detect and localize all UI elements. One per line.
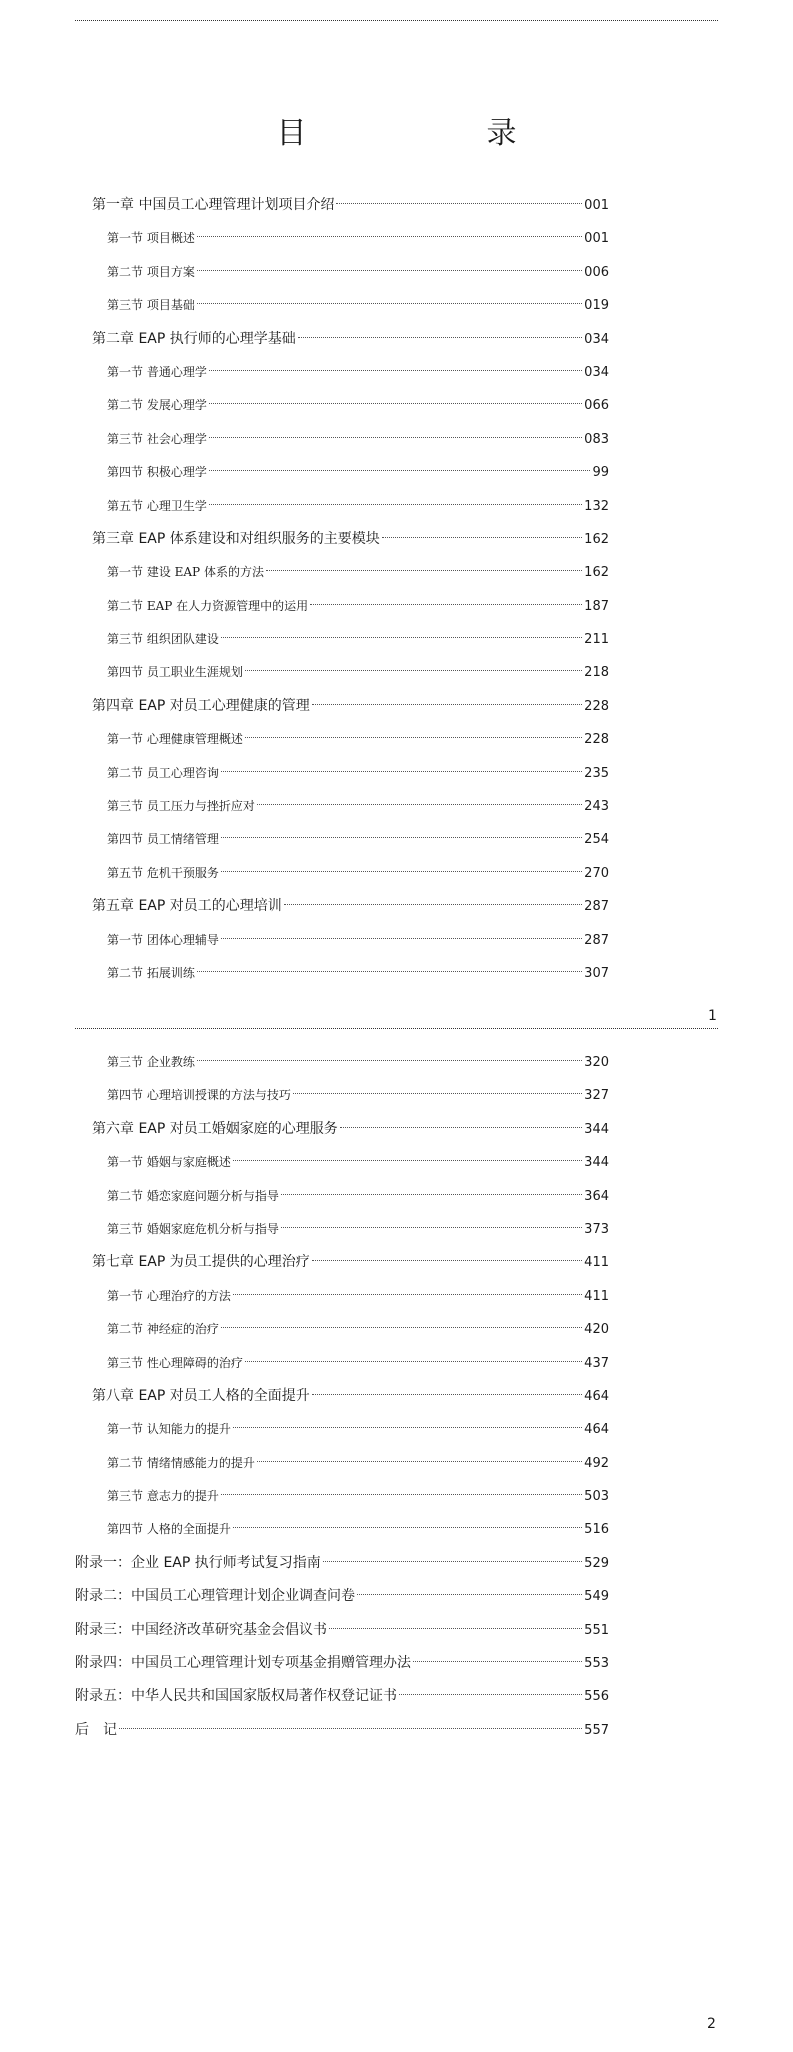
- dot-leader: [323, 1561, 582, 1562]
- toc-entry-label: 第四章 EAP 对员工心理健康的管理: [92, 697, 310, 714]
- dot-leader: [340, 1127, 582, 1128]
- toc-entry-appendix[interactable]: [0, 1614, 793, 1647]
- toc-entry-page: 464: [584, 1422, 609, 1438]
- toc-entry-label: 第四节 心理培训授课的方法与技巧: [107, 1088, 291, 1103]
- page-break-dotted-rule: [75, 1028, 718, 1029]
- toc-entry-page: 270: [584, 865, 609, 881]
- dot-leader: [312, 1394, 582, 1395]
- toc-entry-page: 243: [584, 799, 609, 815]
- toc-list-page-one: [0, 189, 793, 990]
- toc-entry-page: 327: [584, 1088, 609, 1104]
- toc-entry-label: 附录三：中国经济改革研究基金会倡议书: [75, 1621, 327, 1638]
- toc-entry-page: 034: [584, 364, 609, 380]
- toc-entry-label: 附录二：中国员工心理管理计划企业调查问卷: [75, 1588, 355, 1605]
- toc-entry-label: 第三节 企业教练: [107, 1055, 195, 1069]
- dot-leader: [221, 1327, 582, 1328]
- dot-leader: [209, 437, 582, 438]
- toc-entry-section[interactable]: [0, 1480, 793, 1513]
- dot-leader: [298, 337, 582, 338]
- toc-entry-label: 第三节 意志力的提升: [107, 1489, 219, 1504]
- toc-entry-section[interactable]: [0, 1213, 793, 1246]
- toc-entry-label: 附录四：中国员工心理管理计划专项基金捐赠管理办法: [75, 1655, 411, 1672]
- toc-entry-page: 228: [584, 732, 609, 748]
- toc-entry-label: 第四节 人格的全面提升: [107, 1522, 231, 1537]
- toc-entry-section[interactable]: [0, 1413, 793, 1446]
- toc-entry-label: 第二节 项目方案: [107, 264, 195, 279]
- toc-entry-chapter[interactable]: [0, 1380, 793, 1413]
- toc-entry-page: 034: [584, 331, 609, 347]
- dot-leader: [221, 837, 582, 838]
- toc-entry-label: 第一节 建设 EAP 体系的方法: [107, 565, 264, 580]
- toc-entry-page: 492: [584, 1455, 609, 1471]
- toc-entry-chapter[interactable]: [0, 523, 793, 556]
- toc-entry-section[interactable]: [0, 1079, 793, 1112]
- toc-entry-label: 第二节 员工心理咨询: [107, 765, 219, 780]
- toc-entry-page: 001: [584, 231, 609, 247]
- toc-entry-page: 211: [584, 632, 609, 648]
- dot-leader: [209, 504, 582, 505]
- dot-leader: [233, 1427, 582, 1428]
- toc-entry-section[interactable]: [0, 857, 793, 890]
- toc-entry-section[interactable]: [0, 924, 793, 957]
- toc-entry-section[interactable]: [0, 790, 793, 823]
- toc-entry-section[interactable]: [0, 723, 793, 756]
- toc-entry-section[interactable]: [0, 356, 793, 389]
- dot-leader: [413, 1661, 582, 1662]
- toc-entry-label: 第二节 发展心理学: [107, 398, 207, 413]
- toc-entry-label: 第二节 拓展训练: [107, 965, 195, 980]
- toc-entry-page: 066: [584, 398, 609, 414]
- toc-entry-label: 第三节 项目基础: [107, 298, 195, 313]
- dot-leader: [221, 871, 582, 872]
- toc-entry-section[interactable]: [0, 957, 793, 990]
- toc-entry-page: 187: [584, 598, 609, 614]
- toc-entry-chapter[interactable]: [0, 323, 793, 356]
- dot-leader: [329, 1628, 582, 1629]
- toc-entry-section[interactable]: [0, 656, 793, 689]
- toc-entry-label: 附录五：中华人民共和国国家版权局著作权登记证书: [75, 1688, 397, 1705]
- toc-entry-section[interactable]: [0, 222, 793, 255]
- toc-entry-section[interactable]: [0, 757, 793, 790]
- toc-entry-label: 第三节 社会心理学: [107, 431, 207, 446]
- toc-entry-label: 第一节 婚姻与家庭概述: [107, 1155, 231, 1170]
- toc-entry-page: 344: [584, 1121, 609, 1137]
- toc-entry-label: 第三节 性心理障碍的治疗: [107, 1355, 243, 1370]
- toc-entry-label: 第一节 认知能力的提升: [107, 1422, 231, 1437]
- toc-entry-page: 287: [584, 899, 609, 915]
- toc-entry-label: 第一节 团体心理辅导: [107, 932, 219, 947]
- toc-entry-page: 218: [584, 665, 609, 681]
- toc-entry-appendix[interactable]: [0, 1580, 793, 1613]
- toc-entry-section[interactable]: [0, 256, 793, 289]
- toc-entry-page: 320: [584, 1055, 609, 1070]
- toc-entry-label: 后 记: [75, 1721, 117, 1738]
- toc-entry-label: 第五节 危机干预服务: [107, 865, 219, 880]
- toc-entry-page: 162: [584, 565, 609, 581]
- dot-leader: [382, 537, 582, 538]
- toc-entry-section[interactable]: [0, 1146, 793, 1179]
- toc-entry-section[interactable]: [0, 289, 793, 322]
- toc-entry-section[interactable]: [0, 623, 793, 656]
- page-number-one: 1: [708, 1008, 717, 1024]
- toc-entry-section[interactable]: [0, 1280, 793, 1313]
- dot-leader: [209, 370, 582, 371]
- dot-leader: [221, 938, 582, 939]
- dot-leader: [281, 1227, 582, 1228]
- toc-entry-chapter[interactable]: [0, 890, 793, 923]
- dot-leader: [221, 637, 582, 638]
- toc-entry-page: 083: [584, 431, 609, 447]
- toc-entry-page: 373: [584, 1221, 609, 1237]
- toc-entry-page: 006: [584, 264, 609, 280]
- toc-entry-label: 第三节 婚姻家庭危机分析与指导: [107, 1221, 279, 1236]
- dot-leader: [197, 1060, 582, 1061]
- toc-entry-appendix[interactable]: [0, 1714, 793, 1747]
- toc-entry-appendix[interactable]: [0, 1680, 793, 1713]
- toc-entry-label: 第三节 组织团队建设: [107, 632, 219, 647]
- toc-entry-chapter[interactable]: [0, 189, 793, 222]
- toc-entry-section[interactable]: [0, 389, 793, 422]
- toc-entry-page: 99: [592, 465, 609, 481]
- dot-leader: [357, 1594, 582, 1595]
- toc-entry-page: 019: [584, 298, 609, 314]
- toc-entry-page: 437: [584, 1355, 609, 1371]
- toc-entry-label: 第一节 心理治疗的方法: [107, 1288, 231, 1303]
- toc-entry-section[interactable]: [0, 590, 793, 623]
- dot-leader: [197, 303, 582, 304]
- toc-entry-page: 553: [584, 1656, 609, 1672]
- toc-entry-label: 第三节 员工压力与挫折应对: [107, 799, 255, 814]
- toc-entry-page: 464: [584, 1388, 609, 1404]
- toc-entry-section[interactable]: [0, 456, 793, 489]
- toc-entry-label: 第二节 婚恋家庭问题分析与指导: [107, 1188, 279, 1203]
- toc-entry-page: 516: [584, 1522, 609, 1538]
- toc-entry-chapter[interactable]: [0, 690, 793, 723]
- dot-leader: [293, 1093, 582, 1094]
- toc-entry-appendix[interactable]: [0, 1647, 793, 1680]
- toc-entry-label: 第二节 情绪情感能力的提升: [107, 1455, 255, 1470]
- toc-entry-page: 529: [584, 1555, 609, 1571]
- dot-leader: [197, 236, 582, 237]
- toc-entry-page: 556: [584, 1689, 609, 1705]
- dot-leader: [399, 1694, 582, 1695]
- toc-entry-section[interactable]: [0, 1180, 793, 1213]
- toc-entry-label: 第一节 普通心理学: [107, 364, 207, 379]
- dot-leader: [310, 604, 582, 605]
- toc-entry-label: 第四节 员工情绪管理: [107, 832, 219, 847]
- dot-leader: [257, 804, 582, 805]
- toc-entry-label: 第二节 神经症的治疗: [107, 1322, 219, 1337]
- dot-leader: [245, 670, 582, 671]
- dot-leader: [266, 570, 582, 571]
- toc-entry-label: 第八章 EAP 对员工人格的全面提升: [92, 1387, 310, 1404]
- page-number-two: 2: [707, 2016, 716, 2032]
- dot-leader: [221, 1494, 582, 1495]
- toc-entry-page: 364: [584, 1188, 609, 1204]
- dot-leader: [221, 771, 582, 772]
- toc-entry-section[interactable]: [0, 1313, 793, 1346]
- dot-leader: [197, 971, 582, 972]
- dot-leader: [233, 1294, 582, 1295]
- toc-entry-section[interactable]: [0, 423, 793, 456]
- toc-entry-page: 549: [584, 1589, 609, 1605]
- toc-entry-label: 第一章 中国员工心理管理计划项目介绍: [92, 197, 335, 213]
- toc-entry-page: 132: [584, 498, 609, 514]
- toc-entry-page: 287: [584, 932, 609, 948]
- toc-entry-page: 254: [584, 832, 609, 848]
- toc-entry-label: 第三章 EAP 体系建设和对组织服务的主要模块: [92, 530, 380, 547]
- toc-entry-label: 第五章 EAP 对员工的心理培训: [92, 898, 282, 915]
- toc-entry-page: 344: [584, 1155, 609, 1171]
- toc-entry-page: 420: [584, 1322, 609, 1338]
- toc-entry-label: 第四节 积极心理学: [107, 465, 207, 480]
- toc-entry-section[interactable]: [0, 1347, 793, 1380]
- toc-entry-label: 第四节 员工职业生涯规划: [107, 665, 243, 680]
- toc-entry-page: 411: [584, 1288, 609, 1304]
- toc-entry-page: 228: [584, 698, 609, 714]
- toc-entry-page: 307: [584, 965, 609, 981]
- top-dotted-rule: [75, 20, 718, 21]
- toc-entry-appendix[interactable]: [0, 1547, 793, 1580]
- toc-entry-page: 411: [584, 1255, 609, 1271]
- dot-leader: [233, 1160, 582, 1161]
- toc-entry-page: 235: [584, 765, 609, 781]
- dot-leader: [233, 1527, 582, 1528]
- dot-leader: [209, 403, 582, 404]
- page-title: 目 录: [276, 116, 557, 151]
- toc-entry-section[interactable]: [0, 490, 793, 523]
- toc-entry-label: 第五节 心理卫生学: [107, 498, 207, 513]
- toc-list-page-two: [0, 1046, 793, 1747]
- toc-entry-chapter[interactable]: [0, 1113, 793, 1146]
- toc-entry-label: 第二节 EAP 在人力资源管理中的运用: [107, 598, 309, 613]
- dot-leader: [245, 1361, 582, 1362]
- toc-entry-page: 001: [584, 198, 609, 213]
- toc-entry-label: 附录一：企业 EAP 执行师考试复习指南: [75, 1554, 321, 1571]
- toc-entry-label: 第七章 EAP 为员工提供的心理治疗: [92, 1254, 310, 1271]
- toc-entry-chapter[interactable]: [0, 1246, 793, 1279]
- toc-entry-page: 503: [584, 1489, 609, 1505]
- toc-entry-label: 第一节 项目概述: [107, 231, 195, 246]
- dot-leader: [209, 470, 591, 471]
- dot-leader: [119, 1728, 582, 1729]
- toc-entry-page: 551: [584, 1622, 609, 1638]
- dot-leader: [257, 1461, 582, 1462]
- toc-entry-page: 557: [584, 1722, 609, 1738]
- dot-leader: [312, 1260, 582, 1261]
- dot-leader: [281, 1194, 582, 1195]
- toc-entry-section[interactable]: [0, 1447, 793, 1480]
- toc-entry-section[interactable]: [0, 823, 793, 856]
- dot-leader: [312, 704, 582, 705]
- toc-entry-section[interactable]: [0, 556, 793, 589]
- toc-entry-label: 第二章 EAP 执行师的心理学基础: [92, 330, 296, 347]
- dot-leader: [245, 737, 582, 738]
- toc-entry-label: 第六章 EAP 对员工婚姻家庭的心理服务: [92, 1120, 338, 1137]
- dot-leader: [336, 203, 582, 204]
- dot-leader: [197, 270, 582, 271]
- toc-entry-label: 第一节 心理健康管理概述: [107, 732, 243, 747]
- toc-entry-section[interactable]: [0, 1046, 793, 1079]
- toc-entry-page: 162: [584, 531, 609, 547]
- toc-entry-section[interactable]: [0, 1513, 793, 1546]
- dot-leader: [284, 904, 582, 905]
